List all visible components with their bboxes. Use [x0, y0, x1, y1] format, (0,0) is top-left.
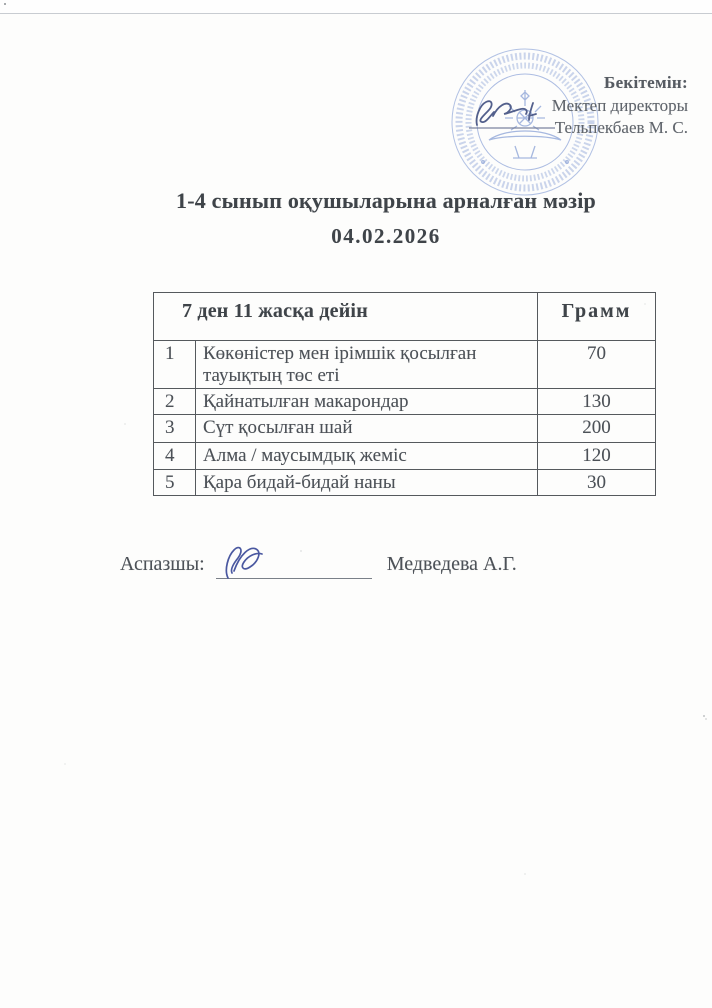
table-header-row	[154, 293, 656, 341]
table-row	[154, 389, 656, 415]
table-row	[154, 443, 656, 470]
cell-dish: Қайнатылған макарондар	[196, 389, 538, 415]
scan-noise	[4, 3, 6, 5]
scan-edge-line	[0, 13, 712, 14]
document-date: 04.02.2026	[331, 224, 441, 248]
cook-signature-ink	[220, 544, 272, 580]
table-row	[154, 341, 656, 389]
grams-header: Грамм	[538, 293, 656, 341]
cell-num: 4	[154, 443, 196, 470]
cook-signature-line	[216, 546, 372, 579]
cell-dish: Қара бидай-бидай наны	[196, 470, 538, 496]
director-name: Тельпекбаев М. С.	[554, 118, 688, 137]
cell-num: 2	[154, 389, 196, 415]
cell-grams: 200	[538, 415, 656, 443]
cell-num: 1	[154, 341, 196, 389]
cell-grams: 120	[538, 443, 656, 470]
cell-dish: Алма / маусымдық жеміс	[196, 443, 538, 470]
document-title: 1-4 сынып оқушыларына арналған мәзір	[176, 188, 596, 213]
cell-grams: 30	[538, 470, 656, 496]
menu-table	[153, 292, 656, 496]
table-row	[154, 470, 656, 496]
cell-dish: Сүт қосылған шай	[196, 415, 538, 443]
cook-name: Медведева А.Г.	[386, 553, 517, 575]
menu-table-body	[154, 341, 656, 496]
cook-signature-row	[120, 546, 517, 579]
approval-label: Бекітемін:	[604, 73, 688, 92]
age-group-header: 7 ден 11 жасқа дейін	[154, 293, 538, 341]
table-row	[154, 415, 656, 443]
cell-grams: 70	[538, 341, 656, 389]
cell-grams: 130	[538, 389, 656, 415]
cell-dish: Көкөністер мен ірімшік қосылған тауықтың төс еті	[196, 341, 538, 389]
cell-num: 3	[154, 415, 196, 443]
director-role: Мектеп директоры	[551, 96, 688, 115]
cook-label: Аспазшы:	[120, 553, 205, 575]
director-signature-ink	[465, 95, 565, 135]
document-heading	[58, 188, 712, 249]
cell-num: 5	[154, 470, 196, 496]
